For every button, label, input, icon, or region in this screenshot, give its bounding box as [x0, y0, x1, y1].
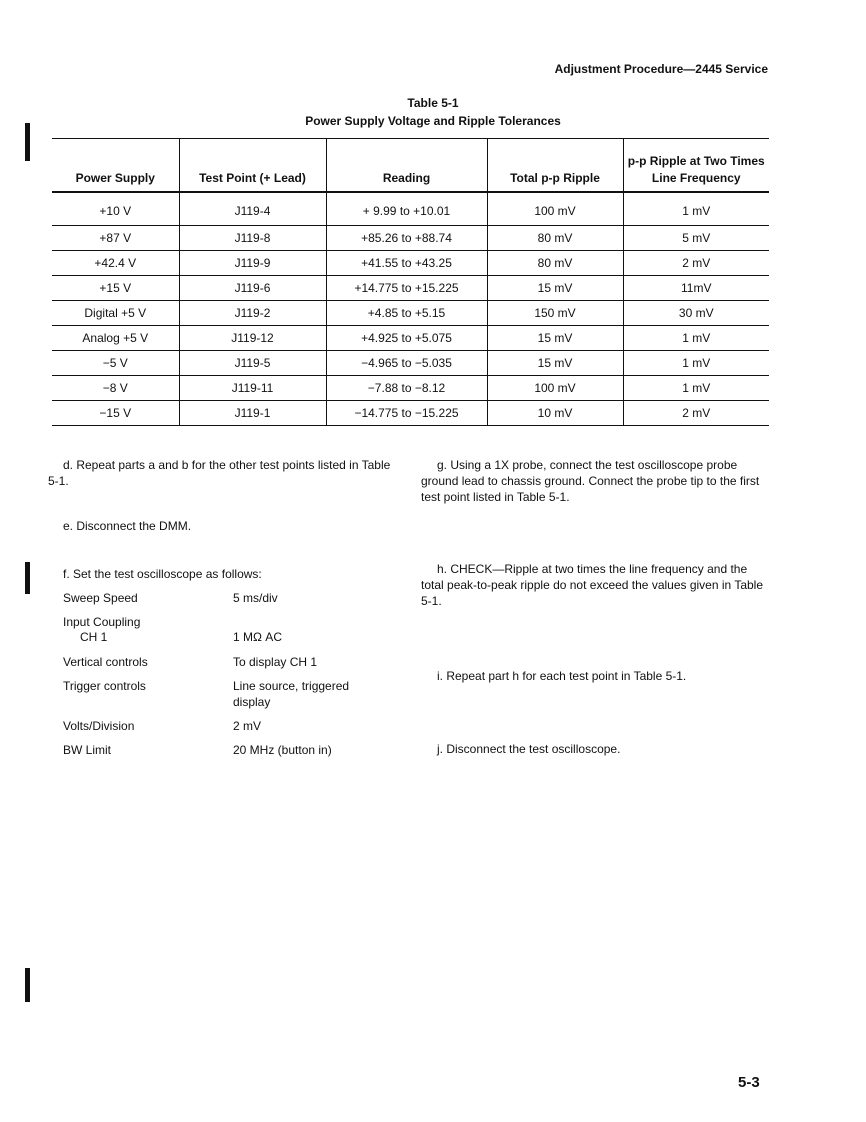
table-cell: −7.88 to −8.12 — [326, 376, 487, 401]
table-cell: 11mV — [623, 276, 769, 301]
change-bar — [25, 562, 30, 594]
page-number: 5-3 — [738, 1074, 760, 1091]
table-cell: J119-9 — [179, 251, 326, 276]
table-cell: 15 mV — [487, 326, 623, 351]
table-cell: 80 mV — [487, 251, 623, 276]
table-cell: +15 V — [52, 276, 179, 301]
setting-value: To display CH 1 — [233, 655, 318, 669]
setting-label: Volts/Division — [63, 719, 135, 733]
table-cell: 2 mV — [623, 401, 769, 426]
table-cell: 1 mV — [623, 192, 769, 226]
column-header: Test Point (+ Lead) — [179, 139, 326, 193]
table-cell: J119-12 — [179, 326, 326, 351]
step-i: i. Repeat part h for each test point in Table 5-1. — [437, 669, 687, 683]
table-cell: 15 mV — [487, 351, 623, 376]
table-cell: +41.55 to +43.25 — [326, 251, 487, 276]
change-bar — [25, 123, 30, 161]
setting-value: Line source, triggered display — [233, 679, 350, 709]
table-cell: J119-6 — [179, 276, 326, 301]
setting-label: Input Coupling — [63, 615, 141, 629]
table-cell: 10 mV — [487, 401, 623, 426]
page-header: Adjustment Procedure—2445 Service — [554, 62, 768, 76]
table-cell: 2 mV — [623, 251, 769, 276]
table-cell: +85.26 to +88.74 — [326, 226, 487, 251]
table-row — [52, 376, 769, 401]
table-cell: J119-4 — [179, 192, 326, 226]
table-cell: J119-1 — [179, 401, 326, 426]
setting-value: 5 ms/div — [233, 591, 278, 605]
setting-value: 2 mV — [233, 719, 262, 733]
table-cell: −5 V — [52, 351, 179, 376]
step-j: j. Disconnect the test oscilloscope. — [437, 742, 621, 756]
change-bar — [25, 968, 30, 1002]
step-h: h. CHECK—Ripple at two times the line frequency and the total peak-to-peak ripple do not exceed the values given in Table 5-1. — [421, 562, 764, 608]
table-cell: Digital +5 V — [52, 301, 179, 326]
setting-label: CH 1 — [80, 630, 108, 644]
table-cell: −15 V — [52, 401, 179, 426]
table-cell: J119-5 — [179, 351, 326, 376]
table-cell: 150 mV — [487, 301, 623, 326]
table-cell: J119-8 — [179, 226, 326, 251]
table-cell: −4.965 to −5.035 — [326, 351, 487, 376]
table-cell: +4.925 to +5.075 — [326, 326, 487, 351]
table-cell: 5 mV — [623, 226, 769, 251]
table-row — [52, 351, 769, 376]
table-row — [52, 226, 769, 251]
setting-label: Vertical controls — [63, 655, 148, 669]
table-cell: 100 mV — [487, 376, 623, 401]
step-d: d. Repeat parts a and b for the other test points listed in Table 5-1. — [48, 458, 391, 488]
table-cell: 1 mV — [623, 351, 769, 376]
table-row — [52, 301, 769, 326]
table-cell: J119-2 — [179, 301, 326, 326]
table-cell: + 9.99 to +10.01 — [326, 192, 487, 226]
table-title: Power Supply Voltage and Ripple Tolerances — [305, 114, 561, 128]
column-header: Total p-p Ripple — [487, 139, 623, 193]
table-row — [52, 401, 769, 426]
setting-value: 20 MHz (button in) — [233, 743, 332, 757]
step-g: g. Using a 1X probe, connect the test oscilloscope probe ground lead to chassis ground. Connect the probe tip to the first test point listed in Table 5-1. — [421, 458, 760, 504]
table-row — [52, 251, 769, 276]
table-cell: 100 mV — [487, 192, 623, 226]
power-supply-table — [52, 138, 769, 426]
column-header: Reading — [326, 139, 487, 193]
table-cell: +42.4 V — [52, 251, 179, 276]
table-cell: 1 mV — [623, 376, 769, 401]
table-cell: +10 V — [52, 192, 179, 226]
column-header: p-p Ripple at Two Times Line Frequency — [623, 139, 769, 193]
table-cell: 30 mV — [623, 301, 769, 326]
step-e: e. Disconnect the DMM. — [63, 519, 192, 533]
table-cell: −8 V — [52, 376, 179, 401]
table-cell: 1 mV — [623, 326, 769, 351]
step-f: f. Set the test oscilloscope as follows: — [63, 567, 262, 581]
table-cell: −14.775 to −15.225 — [326, 401, 487, 426]
table-row — [52, 326, 769, 351]
table-cell: 80 mV — [487, 226, 623, 251]
table-cell: +4.85 to +5.15 — [326, 301, 487, 326]
table-cell: +87 V — [52, 226, 179, 251]
table-cell: J119-11 — [179, 376, 326, 401]
setting-label: Sweep Speed — [63, 591, 138, 605]
table-cell: Analog +5 V — [52, 326, 179, 351]
setting-label: BW Limit — [63, 743, 111, 757]
table-row — [52, 276, 769, 301]
table-cell: 15 mV — [487, 276, 623, 301]
setting-label: Trigger controls — [63, 679, 146, 693]
table-row — [52, 192, 769, 226]
setting-value: 1 MΩ AC — [233, 630, 282, 644]
table-cell: +14.775 to +15.225 — [326, 276, 487, 301]
table-number: Table 5-1 — [407, 96, 459, 110]
table-header-row — [52, 139, 769, 193]
column-header: Power Supply — [52, 139, 179, 193]
